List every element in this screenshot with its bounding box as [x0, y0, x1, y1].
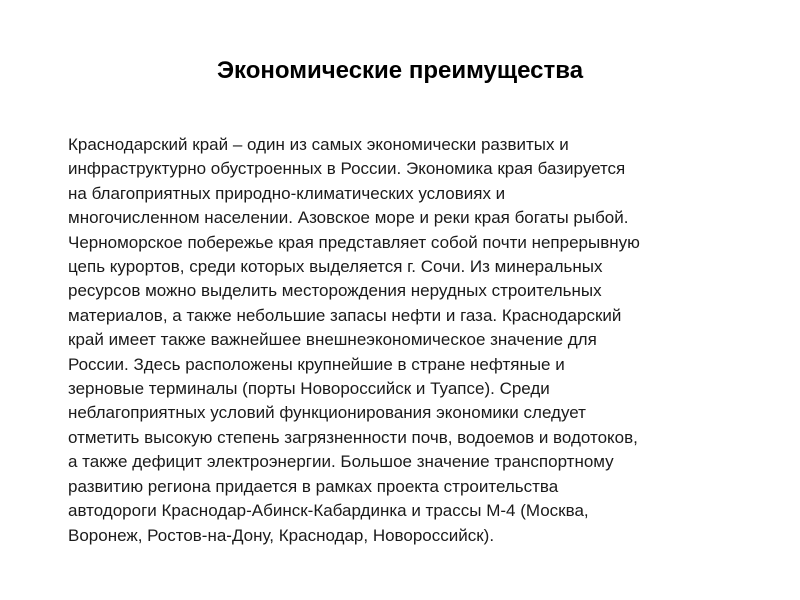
paragraph-line: материалов, а также небольшие запасы нефти и газа. Краснодарский	[68, 305, 622, 325]
paragraph-line: Черноморское побережье края представляет собой почти непрерывную	[68, 232, 640, 252]
paragraph-line: инфраструктурно обустроенных в России. Экономика края базируется	[68, 159, 626, 179]
paragraph-line: цепь курортов, среди которых выделяется г. Сочи. Из минеральных	[68, 257, 603, 277]
paragraph-line: неблагоприятных условий функционирования экономики следует	[68, 403, 586, 423]
paragraph-line: а также дефицит электроэнергии. Большое значение транспортному	[68, 452, 614, 472]
paragraph-line: Воронеж, Ростов-на-Дону, Краснодар, Новороссийск).	[68, 525, 495, 545]
paragraph-line: отметить высокую степень загрязненности почв, водоемов и водотоков,	[68, 427, 638, 447]
paragraph-line: России. Здесь расположены крупнейшие в стране нефтяные и	[68, 354, 565, 374]
body-paragraph	[68, 133, 748, 548]
paragraph-line: ресурсов можно выделить месторождения нерудных строительных	[68, 281, 602, 301]
paragraph-line: Краснодарский край – один из самых экономически развитых и	[68, 135, 569, 154]
paragraph-line: зерновые терминалы (порты Новороссийск и Туапсе). Среди	[68, 379, 550, 399]
paragraph-line: на благоприятных природно-климатических условиях и	[68, 183, 506, 203]
paragraph-line: край имеет также важнейшее внешнеэкономическое значение для	[68, 330, 597, 350]
slide-title: Экономические преимущества	[216, 57, 584, 84]
paragraph-line: автодороги Краснодар-Абинск-Кабардинка и трассы М-4 (Москва,	[68, 501, 589, 521]
paragraph-line: развитию региона придается в рамках проекта строительства	[68, 476, 559, 496]
paragraph-line: многочисленном населении. Азовское море и реки края богаты рыбой.	[68, 208, 629, 228]
